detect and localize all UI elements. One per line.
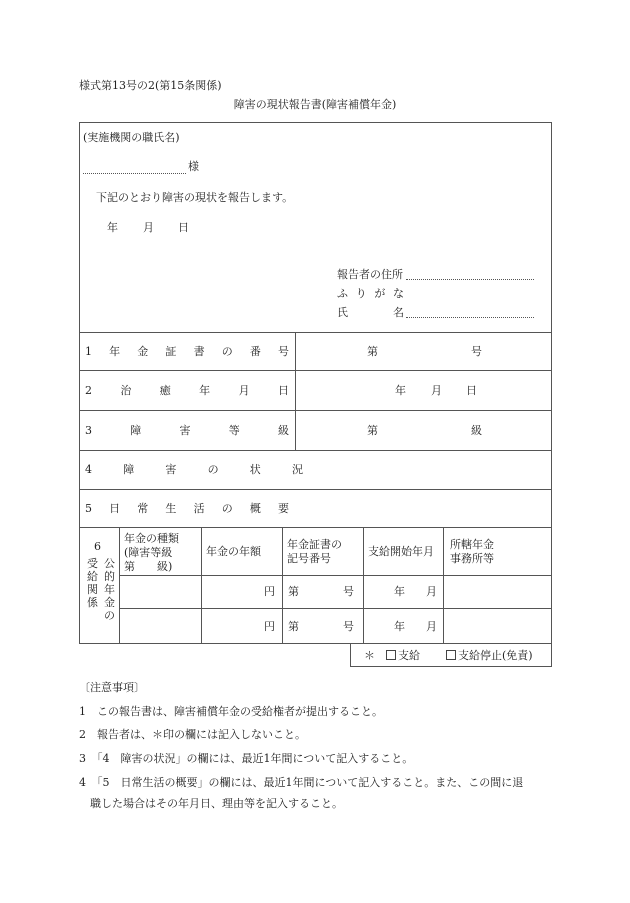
- note-item-1: 1 この報告書は、障害補償年金の受給権者が提出すること。: [79, 705, 383, 718]
- date-day: 日: [178, 221, 189, 234]
- pension-type-header: 年金の種類 (障害等級 第 級): [124, 532, 179, 573]
- status-bottom-line: [350, 666, 552, 667]
- frame-top-line: [79, 122, 552, 123]
- name-line[interactable]: [406, 317, 534, 318]
- pension-start-header: 支給開始年月: [368, 545, 434, 558]
- pension-row1-yen: 円: [264, 585, 275, 598]
- row-line-1: [79, 332, 552, 333]
- row-line-4: [79, 450, 552, 451]
- pension-office-header: 所轄年金 事務所等: [450, 538, 494, 565]
- status-shikyu[interactable]: 支給: [386, 649, 420, 663]
- pension-row2-yen: 円: [264, 620, 275, 633]
- disability-grade-dai: 第: [367, 424, 378, 437]
- pension-row1-year: 年: [394, 585, 405, 598]
- pension-col-line-2: [201, 527, 202, 644]
- rows-divider: [295, 332, 296, 450]
- shikyu-checkbox-icon[interactable]: [386, 650, 396, 660]
- frame-left-line: [79, 122, 80, 644]
- note-item-4-cont: 職した場合はその年月日、理由等を記入すること。: [79, 797, 343, 810]
- note-item-4: 4 「5 日常生活の概要」の欄には、最近1年間について記入すること。また、この間に退: [79, 776, 524, 789]
- status-left-line: [350, 643, 351, 667]
- sama-label: 様: [188, 160, 199, 173]
- name-label: 氏 名: [337, 306, 404, 319]
- pension-header-line: [119, 575, 552, 576]
- cure-date-label: 2 治 癒 年 月 日: [85, 384, 289, 397]
- date-year: 年: [107, 221, 118, 234]
- pension-row2-gou: 号: [343, 620, 354, 633]
- certificate-number-dai: 第: [367, 345, 378, 358]
- pension-bottom-line: [79, 643, 552, 644]
- note-item-2: 2 報告者は、＊印の欄には記入しないこと。: [79, 728, 306, 741]
- row-line-2: [79, 370, 552, 371]
- pension-side-label: [82, 557, 116, 622]
- disability-grade-label: 3 障 害 等 級: [85, 424, 289, 437]
- status-asterisk: ＊: [364, 649, 375, 662]
- side-label-column: 公 的 年 金 の: [104, 557, 115, 622]
- disability-condition-label: 4 障 害 の 状 況: [85, 463, 303, 476]
- addressee-line[interactable]: [83, 173, 186, 174]
- form-number: 様式第13号の2(第15条関係): [79, 79, 222, 92]
- row-line-3: [79, 410, 552, 411]
- report-statement: 下記のとおり障害の現状を報告します。: [96, 191, 294, 204]
- pension-row2-year: 年: [394, 620, 405, 633]
- pension-col-line-4: [363, 527, 364, 644]
- certificate-number-label: 1 年 金 証 書 の 番 号: [85, 345, 289, 358]
- reporter-address-line[interactable]: [406, 279, 534, 280]
- addressee-label: (実施機関の職氏名): [83, 131, 180, 144]
- note-item-3: 3 「4 障害の状況」の欄には、最近1年間について記入すること。: [79, 752, 414, 765]
- pension-row1-month: 月: [426, 585, 437, 598]
- pension-amount-header: 年金の年額: [206, 545, 261, 558]
- pension-col-line-5: [443, 527, 444, 644]
- form-title: 障害の現状報告書(障害補償年金): [233, 98, 397, 111]
- row-line-6: [79, 527, 552, 528]
- cure-date-month: 月: [431, 384, 442, 397]
- notes-heading: 〔注意事項〕: [79, 681, 145, 694]
- date-month: 月: [143, 221, 154, 234]
- disability-grade-kyu: 級: [471, 424, 482, 437]
- status-teishi[interactable]: 支給停止(免責): [446, 649, 533, 663]
- certificate-number-gou: 号: [471, 345, 482, 358]
- pension-certificate-header: 年金証書の 記号番号: [287, 538, 342, 565]
- pension-row2-dai: 第: [288, 620, 299, 633]
- pension-row2-month: 月: [426, 620, 437, 633]
- pension-section-number: 6: [94, 540, 101, 553]
- frame-right-line: [551, 122, 552, 667]
- row-line-5: [79, 489, 552, 490]
- daily-life-label: 5 日 常 生 活 の 概 要: [85, 502, 289, 515]
- pension-row1-gou: 号: [343, 585, 354, 598]
- pension-col-line-3: [282, 527, 283, 644]
- cure-date-day: 日: [466, 384, 477, 397]
- side-label-column: 受 給 関 係: [87, 557, 98, 609]
- pension-row-line: [119, 608, 552, 609]
- pension-row1-dai: 第: [288, 585, 299, 598]
- teishi-checkbox-icon[interactable]: [446, 650, 456, 660]
- reporter-address-label: 報告者の住所: [337, 268, 403, 281]
- pension-col-line-1: [119, 527, 120, 644]
- furigana-label: ふ り が な: [337, 287, 404, 300]
- cure-date-year: 年: [395, 384, 406, 397]
